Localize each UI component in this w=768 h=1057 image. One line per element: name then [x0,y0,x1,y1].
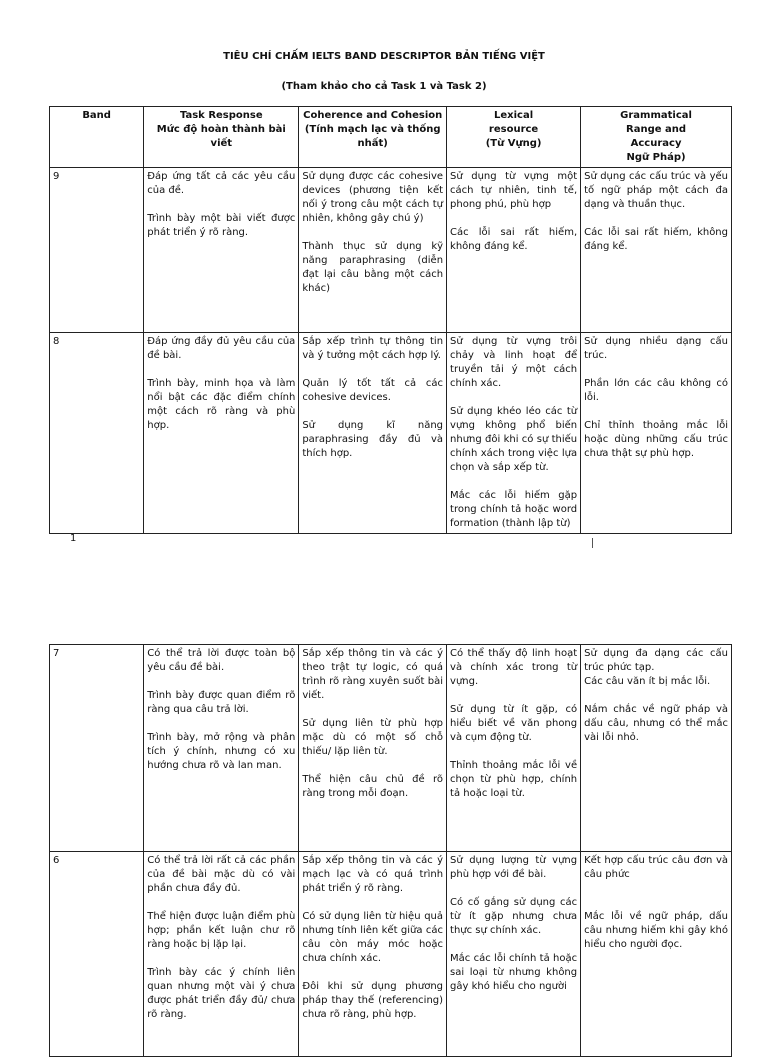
band-descriptor-table-page1 [49,106,732,534]
band-value: 7 [50,645,144,852]
text-cursor [592,538,593,548]
coherence-cell: Sử dụng được các cohesive devices (phương tiện kết nối ý trong câu một cách tự nhiên, không gây chú ý) Thành thục sử dụng kỹ năng paraphrasing (diễn đạt lại câu bằng một cách khác) [299,168,447,333]
coherence-cell: Sắp xếp thông tin và các ý theo trật tự logic, có quá trình rõ ràng xuyên suốt bài viết. Sử dụng liên từ phù hợp mặc dù có một số chỗ thiếu/ lặp liên từ. Thể hiện câu chủ đề rõ ràng trong mỗi đoạn. [299,645,447,852]
band-value: 6 [50,852,144,1057]
header-lexical: Lexical resource (Từ Vựng) [447,107,581,168]
band-value: 9 [50,168,144,333]
header-coherence: Coherence and Cohesion (Tính mạch lạc và thống nhất) [299,107,447,168]
lexical-cell: Sử dụng từ vựng trôi chảy và linh hoạt để truyền tải ý một cách chính xác. Sử dụng khéo léo các từ vựng không phổ biến nhưng đôi khi có sự thiếu chính xách trong việc lựa chọn và sắp xếp từ. Mắc các lỗi hiếm gặp trong chính tả hoặc word formation (thành lập từ) [447,333,581,534]
document-subtitle: (Tham khảo cho cả Task 1 và Task 2) [281,81,487,92]
page-number: 1 [70,533,77,544]
table-row-band-6 [50,852,732,1057]
table-row-band-7 [50,645,732,852]
task-response-cell: Đáp ứng tất cả các yêu cầu của đề. Trình bày một bài viết được phát triển ý rõ ràng. [144,168,299,333]
lexical-cell: Có thể thấy độ linh hoạt và chính xác trong từ vựng. Sử dụng từ ít gặp, có hiểu biết về văn phong và cụm động từ. Thỉnh thoảng mắc lỗi về chọn từ phù hợp, chính tả hoặc loại từ. [447,645,581,852]
band-value: 8 [50,333,144,534]
lexical-cell: Sử dụng lượng từ vựng phù hợp với đề bài. Có cố gắng sử dụng các từ ít gặp nhưng chưa thực sự chính xác. Mắc các lỗi chính tả hoặc sai loại từ nhưng không gây khó hiểu cho người [447,852,581,1057]
table-row-band-9 [50,168,732,333]
grammar-cell: Sử dụng đa dạng các cấu trúc phức tạp. Các câu văn ít bị mắc lỗi. Nắm chắc về ngữ pháp và dấu câu, nhưng có thể mắc vài lỗi nhỏ. [581,645,732,852]
band-descriptor-table-page2 [49,644,732,1057]
grammar-cell: Sử dụng các cấu trúc và yếu tố ngữ pháp một cách đa dạng và thuần thục. Các lỗi sai rất hiếm, không đáng kể. [581,168,732,333]
table-header-row [50,107,732,168]
document-title: TIÊU CHÍ CHẤM IELTS BAND DESCRIPTOR BẢN TIẾNG VIỆT [223,51,545,62]
task-response-cell: Có thể trả lời được toàn bộ yêu cầu đề bài. Trình bày được quan điểm rõ ràng qua câu trả lời. Trình bày, mở rộng và phân tích ý chính, nhưng có xu hướng chưa rõ và lan man. [144,645,299,852]
task-response-cell: Đáp ứng đầy đủ yêu cầu của đề bài. Trình bày, minh họa và làm nổi bật các đặc điểm chính một cách rõ ràng và phù hợp. [144,333,299,534]
grammar-cell: Sử dụng nhiều dạng cấu trúc. Phần lớn các câu không có lỗi. Chỉ thỉnh thoảng mắc lỗi hoặc dùng những cấu trúc chưa thật sự phù hợp. [581,333,732,534]
coherence-cell: Sắp xếp thông tin và các ý mạch lạc và có quá trình phát triển ý rõ ràng. Có sử dụng liên từ hiệu quả nhưng tính liên kết giữa các câu còn máy móc hoặc chưa chính xác. Đôi khi sử dụng phương pháp thay thế (referencing) chưa rõ ràng, phù hợp. [299,852,447,1057]
header-band: Band [50,107,144,168]
grammar-cell: Kết hợp cấu trúc câu đơn và câu phức Mắc lỗi về ngữ pháp, dấu câu nhưng hiếm khi gây khó hiểu cho người đọc. [581,852,732,1057]
coherence-cell: Sắp xếp trình tự thông tin và ý tưởng một cách hợp lý. Quản lý tốt tất cả các cohesive devices. Sử dụng kĩ năng paraphrasing đầy đủ và thích hợp. [299,333,447,534]
table-row-band-8 [50,333,732,534]
lexical-cell: Sử dụng từ vựng một cách tự nhiên, tinh tế, phong phú, phù hợp Các lỗi sai rất hiếm, không đáng kể. [447,168,581,333]
task-response-cell: Có thể trả lời rất cả các phần của đề bài mặc dù có vài phần chưa đầy đủ. Thể hiện được luận điểm phù hợp; phần kết luận chư rõ ràng hoặc bị lặp lại. Trình bày các ý chính liên quan nhưng một vài ý chưa được phát triển đầy đủ/ chưa rõ ràng. [144,852,299,1057]
header-task-response: Task Response Mức độ hoàn thành bài viết [144,107,299,168]
header-grammar: Grammatical Range and Accuracy Ngữ Pháp) [581,107,732,168]
